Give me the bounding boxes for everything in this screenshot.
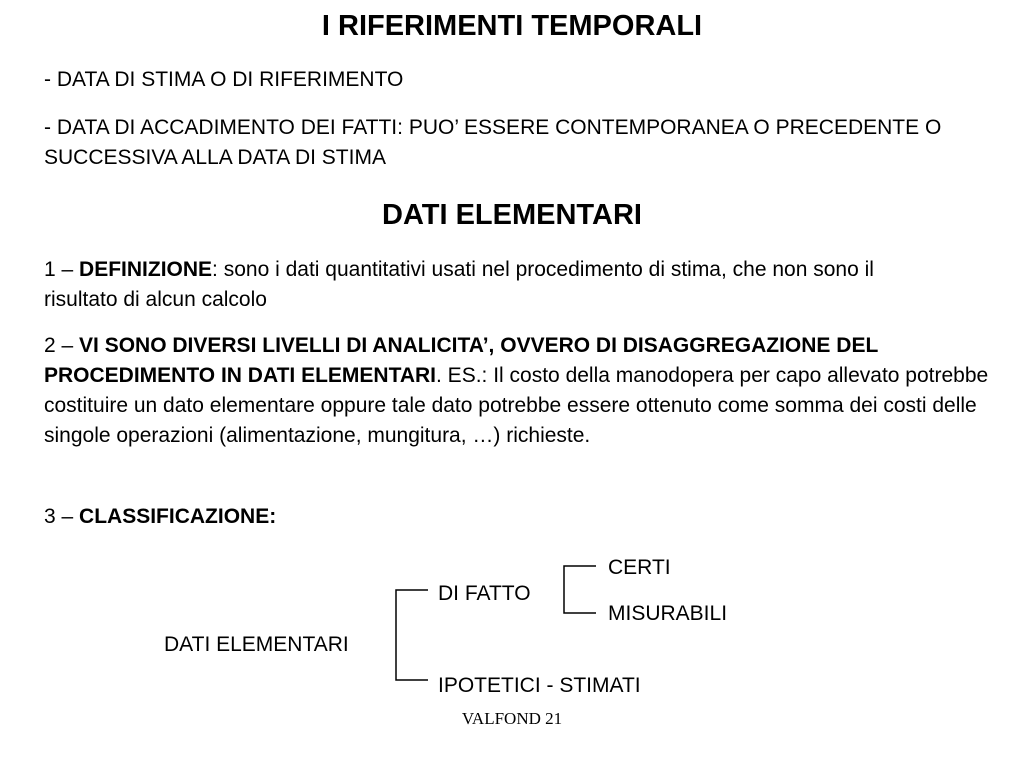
tree-root-dati-elementari: DATI ELEMENTARI	[164, 633, 349, 656]
tree-leaf-certi: CERTI	[608, 556, 671, 579]
connector-difatto-children	[564, 566, 596, 613]
tree-node-di-fatto: DI FATTO	[438, 582, 531, 605]
point-label: VI SONO DIVERSI LIVELLI DI ANALICITA’, OVVERO DI DISAGGREGAZIONE DEL PROCEDIMENTO IN DATI ELEMENTARI	[44, 334, 878, 387]
point-number: 3 –	[44, 505, 80, 528]
tree-node-ipotetici-stimati: IPOTETICI - STIMATI	[438, 674, 641, 697]
tree-leaf-misurabili: MISURABILI	[608, 602, 728, 625]
item-data-accadimento: - DATA DI ACCADIMENTO DEI FATTI: PUO’ ESSERE CONTEMPORANEA O PRECEDENTE O SUCCESSIVA ALLA DATA DI STIMA	[44, 116, 942, 169]
point-text: . ES.: Il costo della manodopera per capo allevato potrebbe costituire un dato elementare oppure tale dato potrebbe essere ottenuto come somma dei costi delle singole operazioni (alimentazione, mungitura, …) richieste.	[44, 364, 989, 447]
point-text: : sono i dati quantitativi usati nel procedimento di stima, che non sono il risultato di alcun calcolo	[44, 258, 874, 311]
point-label: CLASSIFICAZIONE:	[79, 505, 277, 528]
slide-footer: VALFOND 21	[461, 709, 563, 728]
item-data-stima: - DATA DI STIMA O DI RIFERIMENTO	[44, 68, 404, 91]
point-number: 1 –	[44, 258, 80, 281]
section-title-riferimenti: I RIFERIMENTI TEMPORALI	[321, 10, 703, 42]
point-label: DEFINIZIONE	[79, 258, 213, 281]
point-number: 2 –	[44, 334, 80, 357]
section-title-dati-elementari: DATI ELEMENTARI	[382, 199, 642, 231]
connector-root-branches	[396, 590, 428, 680]
